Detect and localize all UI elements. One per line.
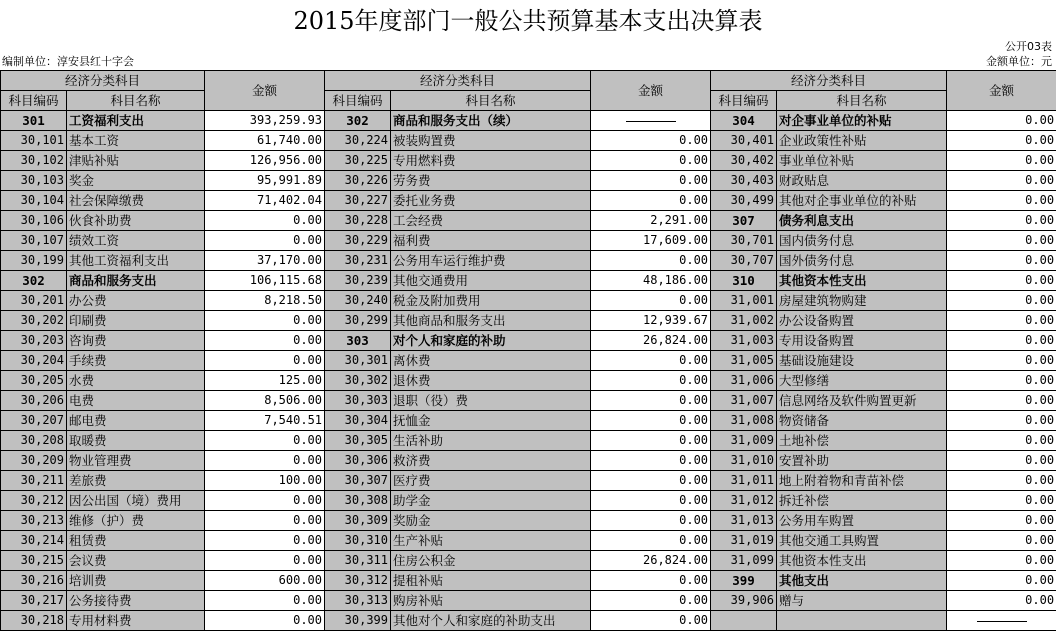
item-code: 30,226 — [325, 171, 391, 191]
item-amount: 8,218.50 — [205, 291, 325, 311]
item-code: 30,311 — [325, 551, 391, 571]
item-code: 30,301 — [325, 351, 391, 371]
item-code: 30,204 — [1, 351, 67, 371]
item-amount: 0.00 — [947, 491, 1056, 511]
item-amount: 0.00 — [591, 431, 711, 451]
item-name: 社会保障缴费 — [67, 191, 205, 211]
table-row — [1, 351, 1056, 371]
item-name: 住房公积金 — [391, 551, 591, 571]
item-amount: 0.00 — [947, 211, 1056, 231]
item-name: 工资福利支出 — [67, 111, 205, 131]
item-name: 劳务费 — [391, 171, 591, 191]
name-header: 科目名称 — [391, 91, 591, 111]
item-amount: 0.00 — [591, 611, 711, 631]
item-amount: 0.00 — [591, 571, 711, 591]
item-name: 提租补贴 — [391, 571, 591, 591]
item-amount: 0.00 — [947, 351, 1056, 371]
item-name: 税金及附加费用 — [391, 291, 591, 311]
item-amount: 0.00 — [591, 151, 711, 171]
item-name: 债务利息支出 — [777, 211, 947, 231]
item-name: 工会经费 — [391, 211, 591, 231]
item-amount: 0.00 — [947, 171, 1056, 191]
amount-unit: 金额单位：元 — [986, 55, 1052, 68]
item-code: 30,207 — [1, 411, 67, 431]
item-code: 30,401 — [711, 131, 777, 151]
item-code: 31,009 — [711, 431, 777, 451]
item-code: 30,224 — [325, 131, 391, 151]
item-amount: 0.00 — [205, 331, 325, 351]
item-code: 30,239 — [325, 271, 391, 291]
item-amount: 0.00 — [947, 391, 1056, 411]
item-amount: 12,939.67 — [591, 311, 711, 331]
econ-header: 经济分类科目 — [711, 71, 947, 91]
item-name: 商品和服务支出 — [67, 271, 205, 291]
item-amount: 0.00 — [205, 311, 325, 331]
item-amount: 0.00 — [205, 211, 325, 231]
table-row — [1, 371, 1056, 391]
item-code: 31,008 — [711, 411, 777, 431]
item-name: 印刷费 — [67, 311, 205, 331]
item-name: 其他对企事业单位的补贴 — [777, 191, 947, 211]
item-amount: 0.00 — [205, 591, 325, 611]
item-name: 事业单位补贴 — [777, 151, 947, 171]
item-name: 被装购置费 — [391, 131, 591, 151]
item-amount: 0.00 — [591, 191, 711, 211]
table-row — [1, 531, 1056, 551]
table-row — [1, 171, 1056, 191]
item-name: 公务用车购置 — [777, 511, 947, 531]
item-code: 30,216 — [1, 571, 67, 591]
item-code: 30,201 — [1, 291, 67, 311]
item-code: 30,202 — [1, 311, 67, 331]
item-code: 30,107 — [1, 231, 67, 251]
item-code: 302 — [1, 271, 67, 291]
item-amount: 37,170.00 — [205, 251, 325, 271]
item-amount: 0.00 — [947, 251, 1056, 271]
item-code: 30,208 — [1, 431, 67, 451]
item-amount: 95,991.89 — [205, 171, 325, 191]
item-amount: 26,824.00 — [591, 331, 711, 351]
item-name: 因公出国（境）费用 — [67, 491, 205, 511]
item-code: 31,013 — [711, 511, 777, 531]
item-code: 30,199 — [1, 251, 67, 271]
table-row — [1, 131, 1056, 151]
amount-header: 金额 — [205, 71, 325, 111]
econ-header: 经济分类科目 — [1, 71, 205, 91]
item-code: 30,299 — [325, 311, 391, 331]
table-row — [1, 211, 1056, 231]
item-code: 30,104 — [1, 191, 67, 211]
item-amount: 0.00 — [947, 291, 1056, 311]
table-row — [1, 331, 1056, 351]
item-name: 奖励金 — [391, 511, 591, 531]
item-code: 30,214 — [1, 531, 67, 551]
item-name: 国外债务付息 — [777, 251, 947, 271]
amount-header: 金额 — [947, 71, 1056, 111]
item-name: 基础设施建设 — [777, 351, 947, 371]
item-amount: 0.00 — [205, 511, 325, 531]
item-code: 30,309 — [325, 511, 391, 531]
item-code: 30,701 — [711, 231, 777, 251]
item-amount: 2,291.00 — [591, 211, 711, 231]
item-amount: 0.00 — [591, 491, 711, 511]
item-code: 30,213 — [1, 511, 67, 531]
item-name: 绩效工资 — [67, 231, 205, 251]
item-name: 购房补贴 — [391, 591, 591, 611]
item-amount: 0.00 — [591, 511, 711, 531]
table-row — [1, 191, 1056, 211]
item-name: 地上附着物和青苗补偿 — [777, 471, 947, 491]
item-code: 30,310 — [325, 531, 391, 551]
item-amount: 125.00 — [205, 371, 325, 391]
item-code: 31,001 — [711, 291, 777, 311]
item-amount: 0.00 — [947, 551, 1056, 571]
table-row — [1, 471, 1056, 491]
item-name: 专用材料费 — [67, 611, 205, 631]
item-name: 水费 — [67, 371, 205, 391]
item-amount: 0.00 — [591, 411, 711, 431]
item-code: 303 — [325, 331, 391, 351]
item-code: 30,229 — [325, 231, 391, 251]
item-code: 304 — [711, 111, 777, 131]
item-amount: 0.00 — [205, 611, 325, 631]
item-name: 退职（役）费 — [391, 391, 591, 411]
item-name: 物业管理费 — [67, 451, 205, 471]
item-amount: 48,186.00 — [591, 271, 711, 291]
expenditure-table — [0, 70, 1056, 631]
item-name: 委托业务费 — [391, 191, 591, 211]
item-name: 福利费 — [391, 231, 591, 251]
item-name: 租赁费 — [67, 531, 205, 551]
form-code: 公开03表 — [1005, 40, 1052, 53]
item-code: 30,106 — [1, 211, 67, 231]
item-name: 公务用车运行维护费 — [391, 251, 591, 271]
item-name: 离休费 — [391, 351, 591, 371]
header-row-1 — [1, 71, 1056, 91]
dash-mark — [977, 621, 1027, 622]
item-code: 30,228 — [325, 211, 391, 231]
table-row — [1, 611, 1056, 631]
item-amount: 0.00 — [947, 191, 1056, 211]
item-code: 31,002 — [711, 311, 777, 331]
item-amount: 0.00 — [205, 351, 325, 371]
item-code: 39,906 — [711, 591, 777, 611]
item-code: 31,019 — [711, 531, 777, 551]
item-code: 30,212 — [1, 491, 67, 511]
item-name: 赠与 — [777, 591, 947, 611]
item-amount: 0.00 — [947, 511, 1056, 531]
item-name: 其他商品和服务支出 — [391, 311, 591, 331]
item-name: 其他交通工具购置 — [777, 531, 947, 551]
item-amount: 7,540.51 — [205, 411, 325, 431]
item-code: 302 — [325, 111, 391, 131]
item-code: 30,217 — [1, 591, 67, 611]
item-amount: 0.00 — [205, 231, 325, 251]
code-header: 科目编码 — [711, 91, 777, 111]
item-amount: 0.00 — [591, 351, 711, 371]
item-code: 30,102 — [1, 151, 67, 171]
item-code: 30,215 — [1, 551, 67, 571]
item-name: 财政贴息 — [777, 171, 947, 191]
item-amount: 0.00 — [591, 391, 711, 411]
item-amount: 8,506.00 — [205, 391, 325, 411]
item-name: 奖金 — [67, 171, 205, 191]
item-name: 差旅费 — [67, 471, 205, 491]
item-name: 电费 — [67, 391, 205, 411]
table-row — [1, 511, 1056, 531]
item-name: 津贴补贴 — [67, 151, 205, 171]
item-name: 大型修缮 — [777, 371, 947, 391]
item-name: 专用燃料费 — [391, 151, 591, 171]
table-row — [1, 491, 1056, 511]
item-amount: 0.00 — [205, 551, 325, 571]
item-name: 取暖费 — [67, 431, 205, 451]
item-code: 30,209 — [1, 451, 67, 471]
item-code: 30,499 — [711, 191, 777, 211]
item-code: 30,306 — [325, 451, 391, 471]
item-amount: 61,740.00 — [205, 131, 325, 151]
item-name: 基本工资 — [67, 131, 205, 151]
table-row — [1, 571, 1056, 591]
item-amount: 0.00 — [947, 451, 1056, 471]
item-amount: 0.00 — [205, 531, 325, 551]
item-name: 伙食补助费 — [67, 211, 205, 231]
item-name: 对企事业单位的补贴 — [777, 111, 947, 131]
item-amount: 0.00 — [947, 271, 1056, 291]
item-amount: 0.00 — [591, 251, 711, 271]
item-amount: 0.00 — [947, 131, 1056, 151]
item-code: 30,307 — [325, 471, 391, 491]
item-name: 其他工资福利支出 — [67, 251, 205, 271]
item-name: 其他交通费用 — [391, 271, 591, 291]
table-row — [1, 111, 1056, 131]
item-amount: 126,956.00 — [205, 151, 325, 171]
item-name: 商品和服务支出（续） — [391, 111, 591, 131]
item-code — [711, 611, 777, 631]
item-amount: 0.00 — [947, 431, 1056, 451]
item-code: 30,312 — [325, 571, 391, 591]
item-amount: 0.00 — [591, 171, 711, 191]
item-code: 30,304 — [325, 411, 391, 431]
item-amount: 106,115.68 — [205, 271, 325, 291]
item-name: 信息网络及软件购置更新 — [777, 391, 947, 411]
item-name: 生活补助 — [391, 431, 591, 451]
item-code: 30,205 — [1, 371, 67, 391]
item-amount: 0.00 — [591, 371, 711, 391]
table-row — [1, 271, 1056, 291]
item-name: 邮电费 — [67, 411, 205, 431]
dash-mark — [626, 121, 676, 122]
table-row — [1, 231, 1056, 251]
item-name: 退休费 — [391, 371, 591, 391]
item-code: 30,313 — [325, 591, 391, 611]
table-row — [1, 431, 1056, 451]
item-amount: 0.00 — [947, 591, 1056, 611]
item-code: 31,005 — [711, 351, 777, 371]
item-amount: 0.00 — [947, 151, 1056, 171]
item-amount: 0.00 — [947, 471, 1056, 491]
table-row — [1, 311, 1056, 331]
econ-header: 经济分类科目 — [325, 71, 591, 91]
item-name: 助学金 — [391, 491, 591, 511]
item-amount: 0.00 — [947, 411, 1056, 431]
item-code: 31,006 — [711, 371, 777, 391]
item-name: 土地补偿 — [777, 431, 947, 451]
item-code: 30,101 — [1, 131, 67, 151]
item-name: 办公设备购置 — [777, 311, 947, 331]
table-row — [1, 411, 1056, 431]
item-name: 专用设备购置 — [777, 331, 947, 351]
name-header: 科目名称 — [67, 91, 205, 111]
item-code: 30,399 — [325, 611, 391, 631]
item-amount: 0.00 — [947, 531, 1056, 551]
item-code: 30,305 — [325, 431, 391, 451]
item-name: 房屋建筑物购建 — [777, 291, 947, 311]
item-name: 其他资本性支出 — [777, 271, 947, 291]
item-code: 31,011 — [711, 471, 777, 491]
item-code: 307 — [711, 211, 777, 231]
item-code: 30,225 — [325, 151, 391, 171]
amount-header: 金额 — [591, 71, 711, 111]
item-amount: 0.00 — [947, 571, 1056, 591]
item-name: 手续费 — [67, 351, 205, 371]
item-amount: 26,824.00 — [591, 551, 711, 571]
item-name: 医疗费 — [391, 471, 591, 491]
item-code: 30,302 — [325, 371, 391, 391]
item-amount: 0.00 — [205, 491, 325, 511]
item-amount: 0.00 — [205, 451, 325, 471]
item-code: 30,308 — [325, 491, 391, 511]
item-amount: 0.00 — [591, 531, 711, 551]
item-name: 其他资本性支出 — [777, 551, 947, 571]
item-amount: 0.00 — [947, 111, 1056, 131]
item-code: 30,203 — [1, 331, 67, 351]
item-name: 物资储备 — [777, 411, 947, 431]
item-code: 30,240 — [325, 291, 391, 311]
header-row-2 — [1, 91, 1056, 111]
item-code: 399 — [711, 571, 777, 591]
item-amount: 71,402.04 — [205, 191, 325, 211]
item-code: 30,211 — [1, 471, 67, 491]
item-code: 31,003 — [711, 331, 777, 351]
item-name: 公务接待费 — [67, 591, 205, 611]
table-row — [1, 591, 1056, 611]
item-code: 31,012 — [711, 491, 777, 511]
item-amount: 393,259.93 — [205, 111, 325, 131]
item-code: 30,227 — [325, 191, 391, 211]
item-name: 抚恤金 — [391, 411, 591, 431]
item-name: 咨询费 — [67, 331, 205, 351]
table-row — [1, 151, 1056, 171]
item-amount: 0.00 — [947, 311, 1056, 331]
item-amount — [591, 111, 711, 131]
item-code: 301 — [1, 111, 67, 131]
item-amount: 0.00 — [205, 431, 325, 451]
item-name: 拆迁补偿 — [777, 491, 947, 511]
item-name: 维修（护）费 — [67, 511, 205, 531]
item-code: 30,402 — [711, 151, 777, 171]
item-amount: 0.00 — [591, 591, 711, 611]
item-name: 对个人和家庭的补助 — [391, 331, 591, 351]
name-header: 科目名称 — [777, 91, 947, 111]
item-amount — [947, 611, 1056, 631]
item-code: 310 — [711, 271, 777, 291]
item-amount: 0.00 — [591, 131, 711, 151]
item-code: 30,303 — [325, 391, 391, 411]
item-code: 30,218 — [1, 611, 67, 631]
item-name: 办公费 — [67, 291, 205, 311]
item-name: 培训费 — [67, 571, 205, 591]
item-code: 30,403 — [711, 171, 777, 191]
item-name: 企业政策性补贴 — [777, 131, 947, 151]
item-code: 31,010 — [711, 451, 777, 471]
item-code: 31,007 — [711, 391, 777, 411]
table-row — [1, 391, 1056, 411]
item-name: 国内债务付息 — [777, 231, 947, 251]
item-name: 其他支出 — [777, 571, 947, 591]
item-name: 安置补助 — [777, 451, 947, 471]
item-name: 救济费 — [391, 451, 591, 471]
item-name: 其他对个人和家庭的补助支出 — [391, 611, 591, 631]
item-amount: 0.00 — [947, 371, 1056, 391]
code-header: 科目编码 — [1, 91, 67, 111]
item-amount: 100.00 — [205, 471, 325, 491]
item-amount: 0.00 — [947, 331, 1056, 351]
item-amount: 0.00 — [947, 231, 1056, 251]
table-row — [1, 451, 1056, 471]
item-name: 生产补贴 — [391, 531, 591, 551]
item-code: 30,231 — [325, 251, 391, 271]
item-amount: 17,609.00 — [591, 231, 711, 251]
item-name: 会议费 — [67, 551, 205, 571]
code-header: 科目编码 — [325, 91, 391, 111]
report-title: 2015年度部门一般公共预算基本支出决算表 — [293, 7, 763, 35]
table-row — [1, 291, 1056, 311]
item-amount: 600.00 — [205, 571, 325, 591]
item-name — [777, 611, 947, 631]
item-code: 30,103 — [1, 171, 67, 191]
table-row — [1, 251, 1056, 271]
compiling-unit: 编制单位：淳安县红十字会 — [2, 55, 134, 68]
item-code: 31,099 — [711, 551, 777, 571]
item-code: 30,206 — [1, 391, 67, 411]
item-code: 30,707 — [711, 251, 777, 271]
item-amount: 0.00 — [591, 451, 711, 471]
table-row — [1, 551, 1056, 571]
item-amount: 0.00 — [591, 291, 711, 311]
item-amount: 0.00 — [591, 471, 711, 491]
